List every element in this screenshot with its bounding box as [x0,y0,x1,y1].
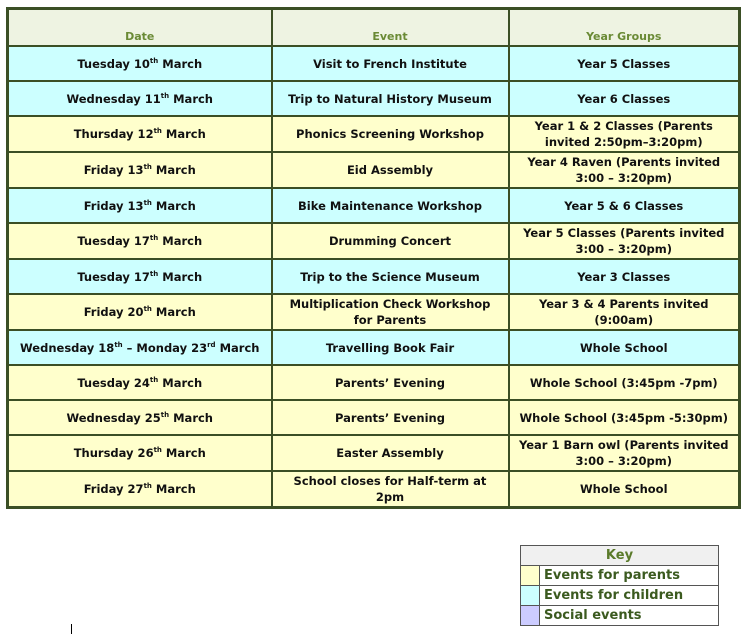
date-part: Wednesday 18 [20,340,115,355]
table-row [8,116,740,152]
date-part: rd [207,340,216,349]
date-part: Friday 13 [83,198,144,213]
key-label: Social events [540,606,719,626]
header-date: Date [8,9,272,47]
key-swatch [521,606,540,626]
key-title: Key [521,546,719,566]
table-header-row [8,9,740,47]
date-cell [8,294,272,330]
date-part: th [160,91,170,100]
table-row [8,365,740,400]
date-part: th [149,56,159,65]
date-part: th [143,482,152,491]
event-cell: Easter Assembly [272,435,509,471]
table-row [8,81,740,116]
key-item [521,586,719,606]
event-cell: Multiplication Check Workshop for Parents [272,294,509,330]
date-part: th [143,198,152,207]
year-groups-cell: Whole School [509,471,740,508]
key-label: Events for parents [540,566,719,586]
table-row [8,435,740,471]
event-cell: School closes for Half-term at 2pm [272,471,509,508]
date-cell [8,223,272,259]
date-cell [8,400,272,435]
text-cursor [71,624,72,634]
date-part: Friday 27 [83,482,144,496]
date-cell [8,116,272,152]
key-swatch [521,586,540,606]
date-cell [8,46,272,81]
key-item [521,606,719,626]
year-groups-cell: Year 3 Classes [509,259,740,294]
date-part: th [114,340,123,349]
date-part: Friday 20 [83,305,144,319]
date-part: th [149,234,159,243]
year-groups-cell: Whole School (3:45pm -5:30pm) [509,400,740,435]
date-part: – Monday 23 [122,340,208,355]
key-item [521,566,719,586]
date-cell [8,330,272,365]
table-row [8,259,740,294]
key-label: Events for children [540,586,719,606]
date-part: Tuesday 24 [77,375,150,390]
event-cell: Travelling Book Fair [272,330,509,365]
date-cell [8,365,272,400]
table-row [8,152,740,188]
table-row [8,223,740,259]
year-groups-cell: Year 5 Classes [509,46,740,81]
date-part: March [161,127,206,141]
date-cell [8,81,272,116]
event-cell: Eid Assembly [272,152,509,188]
event-cell: Parents’ Evening [272,365,509,400]
year-groups-cell: Year 6 Classes [509,81,740,116]
date-part: Wednesday 11 [66,91,161,106]
table-row [8,46,740,81]
date-part: March [169,410,213,425]
date-part: Wednesday 25 [66,410,161,425]
date-part: Tuesday 17 [77,234,150,248]
date-part: Tuesday 10 [77,56,150,71]
date-part: March [158,269,203,284]
table-row [8,330,740,365]
header-year-groups: Year Groups [509,9,740,47]
date-part: th [149,375,159,384]
date-part: March [158,56,203,71]
event-cell: Drumming Concert [272,223,509,259]
table-row [8,294,740,330]
year-groups-cell: Year 5 & 6 Classes [509,188,740,223]
date-part: Thursday 12 [73,127,154,141]
date-part: th [143,163,152,172]
event-cell: Trip to Natural History Museum [272,81,509,116]
date-cell [8,471,272,508]
date-cell [8,435,272,471]
date-part: March [215,340,260,355]
table-row [8,188,740,223]
date-part: th [153,127,162,136]
date-part: th [149,269,159,278]
year-groups-cell: Year 5 Classes (Parents invited 3:00 – 3:20pm) [509,223,740,259]
date-part: th [160,410,170,419]
date-cell [8,259,272,294]
events-table [6,7,741,509]
key-legend [520,545,719,626]
year-groups-cell: Whole School [509,330,740,365]
date-part: th [143,305,152,314]
year-groups-cell: Year 4 Raven (Parents invited 3:00 – 3:20pm) [509,152,740,188]
date-part: March [161,446,206,460]
year-groups-cell: Year 1 Barn owl (Parents invited 3:00 – 3:20pm) [509,435,740,471]
date-cell [8,152,272,188]
date-part: th [153,446,162,455]
date-part: March [169,91,213,106]
date-part: Friday 13 [83,163,144,177]
date-cell [8,188,272,223]
year-groups-cell: Year 1 & 2 Classes (Parents invited 2:50pm–3:20pm) [509,116,740,152]
event-cell: Bike Maintenance Workshop [272,188,509,223]
date-part: March [158,375,203,390]
table-row [8,400,740,435]
event-cell: Phonics Screening Workshop [272,116,509,152]
date-part: March [151,198,196,213]
date-part: Tuesday 17 [77,269,150,284]
date-part: March [151,482,196,496]
table-row [8,471,740,508]
date-part: Thursday 26 [73,446,154,460]
date-part: March [151,163,196,177]
key-swatch [521,566,540,586]
event-cell: Trip to the Science Museum [272,259,509,294]
header-event: Event [272,9,509,47]
year-groups-cell: Whole School (3:45pm -7pm) [509,365,740,400]
event-cell: Parents’ Evening [272,400,509,435]
year-groups-cell: Year 3 & 4 Parents invited (9:00am) [509,294,740,330]
event-cell: Visit to French Institute [272,46,509,81]
date-part: March [158,234,203,248]
date-part: March [151,305,196,319]
